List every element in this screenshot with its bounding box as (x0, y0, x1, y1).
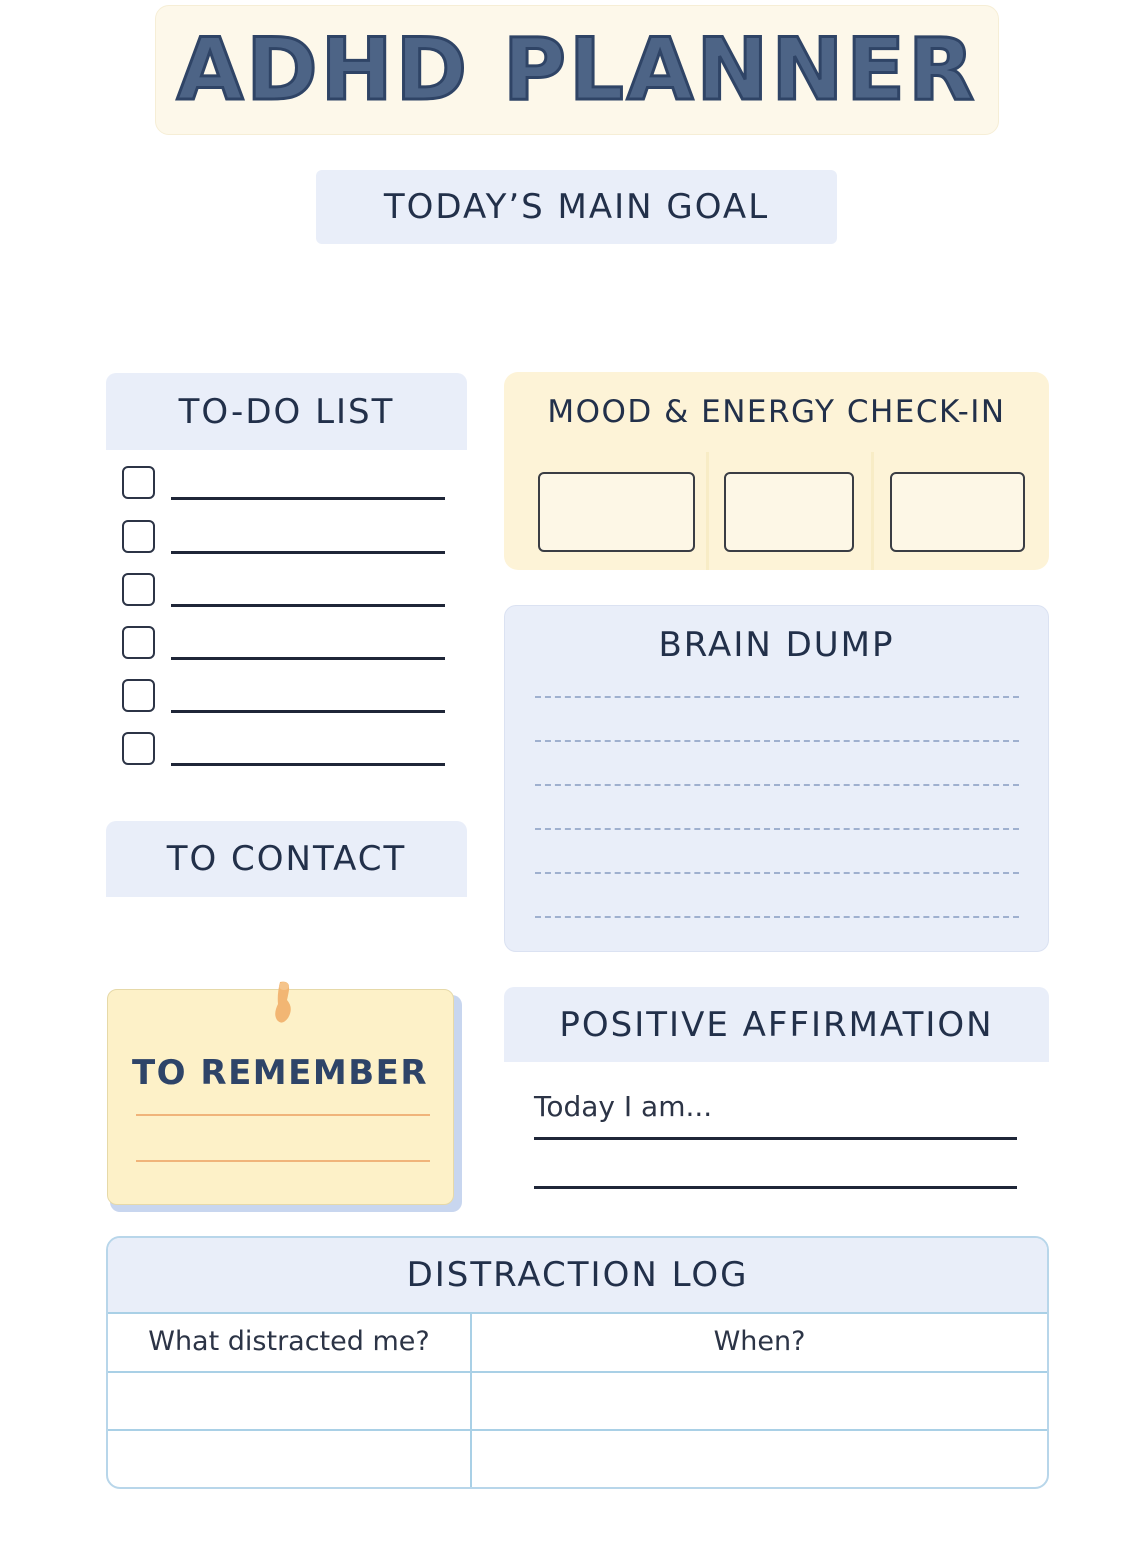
remember-line (136, 1160, 430, 1162)
mood-divider (706, 452, 709, 570)
remember-header (108, 1048, 452, 1098)
page-title: ADHD PLANNER (176, 20, 978, 120)
todo-write-line[interactable] (171, 657, 445, 660)
affirmation-line[interactable] (534, 1137, 1017, 1140)
affirmation-prompt-wrap (534, 1090, 934, 1130)
table-divider (108, 1312, 1047, 1314)
distraction-log-header (108, 1238, 1047, 1312)
table-cell-what[interactable] (108, 1373, 470, 1429)
column-header-when (472, 1312, 1047, 1370)
affirmation-line[interactable] (534, 1186, 1017, 1189)
affirmation-prompt: Today I am... (534, 1090, 713, 1123)
todo-write-line[interactable] (171, 604, 445, 607)
check-in-box[interactable] (890, 472, 1025, 552)
distraction-log-label: DISTRACTION LOG (406, 1255, 749, 1295)
todo-write-line[interactable] (171, 763, 445, 766)
todo-label: TO-DO LIST (178, 391, 395, 432)
affirmation-label: POSITIVE AFFIRMATION (559, 1004, 994, 1045)
title-banner (155, 5, 999, 135)
brain-dump-line (535, 828, 1019, 830)
mood-divider (871, 452, 874, 570)
todo-write-line[interactable] (171, 551, 445, 554)
table-cell-what[interactable] (108, 1431, 470, 1487)
column-header-what (108, 1312, 470, 1370)
todo-checkbox[interactable] (122, 679, 155, 712)
brain-dump-line (535, 916, 1019, 918)
todo-header (106, 373, 467, 450)
todo-checkbox[interactable] (122, 626, 155, 659)
brain-dump-line (535, 740, 1019, 742)
table-cell-when[interactable] (472, 1431, 1047, 1487)
mood-box[interactable] (538, 472, 695, 552)
todo-checkbox[interactable] (122, 466, 155, 499)
column-header-when-text: When? (713, 1325, 806, 1357)
brain-dump-header (505, 620, 1048, 670)
distraction-log-table (106, 1236, 1049, 1489)
column-header-what-text: What distracted me? (148, 1325, 430, 1357)
todo-write-line[interactable] (171, 497, 445, 500)
energy-box[interactable] (724, 472, 854, 552)
brain-dump-line (535, 784, 1019, 786)
affirmation-header (504, 987, 1049, 1062)
main-goal-header (316, 170, 837, 244)
contact-label: TO CONTACT (166, 839, 407, 879)
todo-checkbox[interactable] (122, 573, 155, 606)
main-goal-label: TODAY’S MAIN GOAL (383, 187, 770, 227)
remember-line (136, 1114, 430, 1116)
contact-header (106, 821, 467, 897)
todo-list (122, 466, 447, 776)
brain-dump-line (535, 872, 1019, 874)
todo-checkbox[interactable] (122, 520, 155, 553)
remember-label: TO REMEMBER (131, 1053, 429, 1093)
brain-dump-label: BRAIN DUMP (658, 625, 895, 665)
table-cell-when[interactable] (472, 1373, 1047, 1429)
brain-dump-box[interactable] (504, 605, 1049, 952)
brain-dump-line (535, 696, 1019, 698)
todo-write-line[interactable] (171, 710, 445, 713)
todo-checkbox[interactable] (122, 732, 155, 765)
mood-header (504, 372, 1049, 452)
pushpin-icon (268, 980, 298, 1028)
mood-label: MOOD & ENERGY CHECK-IN (547, 394, 1006, 430)
